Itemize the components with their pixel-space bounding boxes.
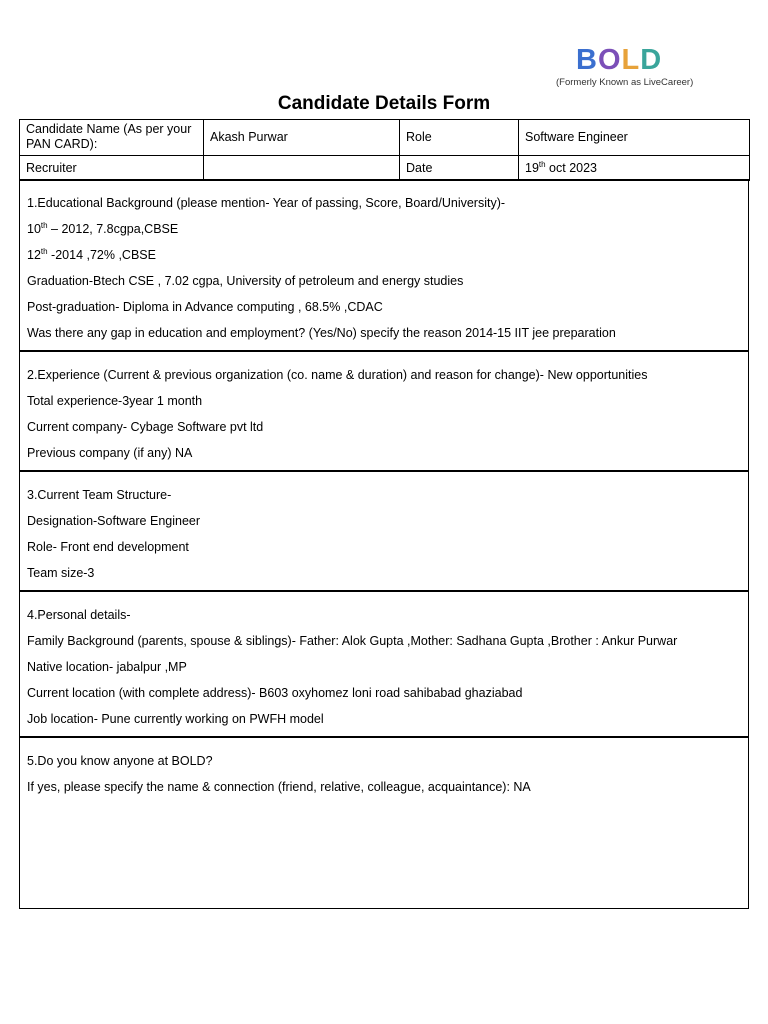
personal-heading: 4.Personal details- xyxy=(27,608,131,622)
experience-section xyxy=(19,350,749,472)
experience-heading-part: 2.Experience (Current & previous organization (co. name & duration) xyxy=(27,368,411,382)
personal-native: Native location- jabalpur ,MP xyxy=(27,660,187,674)
form-title: Candidate Details Form xyxy=(277,93,491,114)
twelfth-suffix: th xyxy=(40,246,48,256)
experience-heading-part: and reason for change xyxy=(410,368,536,382)
experience-heading-part: )- xyxy=(535,368,548,382)
experience-total: Total experience-3year 1 month xyxy=(27,394,203,408)
candidate-name-value: Akash Purwar xyxy=(204,120,400,156)
logo-letter: L xyxy=(621,44,641,76)
team-size: Team size-3 xyxy=(27,566,95,580)
logo-letter: D xyxy=(640,44,663,76)
date-label: Date xyxy=(400,156,519,181)
recruiter-label: Recruiter xyxy=(20,156,204,181)
tenth-prefix: 10 xyxy=(27,222,41,236)
bold-logo xyxy=(556,44,694,90)
education-graduation: Graduation-Btech CSE , 7.02 cgpa, University of petroleum and energy studies xyxy=(27,274,464,288)
experience-reason: New opportunities xyxy=(547,368,648,382)
header-table xyxy=(19,119,750,181)
logo-letter: O xyxy=(597,44,622,76)
logo-wordmark xyxy=(576,44,662,76)
education-tenth xyxy=(27,222,178,236)
role-label: Role xyxy=(400,120,519,156)
twelfth-prefix: 12 xyxy=(27,248,41,262)
logo-letter: B xyxy=(576,44,598,76)
contacts-connection: If yes, please specify the name & connection (friend, relative, colleague, acquaintance): NA xyxy=(27,780,531,794)
team-role: Role- Front end development xyxy=(27,540,189,554)
education-gap: Was there any gap in education and employment? (Yes/No) specify the reason 2014-15 IIT jee preparation xyxy=(27,326,616,340)
personal-section xyxy=(19,590,749,738)
education-post-graduation: Post-graduation- Diploma in Advance computing , 68.5% ,CDAC xyxy=(27,300,383,314)
header-row xyxy=(20,156,750,181)
personal-family: Family Background (parents, spouse & siblings)- Father: Alok Gupta ,Mother: Sadhana Gupta ,Brother : Ankur Purwar xyxy=(27,634,678,648)
date-suffix: th xyxy=(538,159,546,169)
personal-current-location: Current location (with complete address)- B603 oxyhomez loni road sahibabad ghaziabad xyxy=(27,686,523,700)
experience-previous: Previous company (if any) NA xyxy=(27,446,193,460)
candidate-name-label: Candidate Name (As per your PAN CARD): xyxy=(20,120,204,156)
team-heading: 3.Current Team Structure- xyxy=(27,488,172,502)
twelfth-details: -2014 ,72% ,CBSE xyxy=(47,248,156,262)
tenth-suffix: th xyxy=(40,220,48,230)
role-value: Software Engineer xyxy=(519,120,750,156)
tenth-details: – 2012, 7.8cgpa,CBSE xyxy=(47,222,179,236)
header-row xyxy=(20,120,750,156)
education-twelfth xyxy=(27,248,156,262)
education-heading: 1.Educational Background (please mention- Year of passing, Score, Board/University)- xyxy=(27,196,506,210)
experience-current: Current company- Cybage Software pvt ltd xyxy=(27,420,264,434)
date-value xyxy=(519,156,750,181)
date-rest: oct 2023 xyxy=(545,160,598,175)
education-section xyxy=(19,179,749,352)
date-day: 19 xyxy=(525,160,539,175)
contacts-section xyxy=(19,736,749,909)
experience-heading xyxy=(27,368,648,382)
personal-job-location: Job location- Pune currently working on PWFH model xyxy=(27,712,324,726)
recruiter-value xyxy=(204,156,400,181)
team-section xyxy=(19,470,749,592)
contacts-heading: 5.Do you know anyone at BOLD? xyxy=(27,754,213,768)
logo-tagline: (Formerly Known as LiveCareer) xyxy=(556,77,694,88)
team-designation: Designation-Software Engineer xyxy=(27,514,201,528)
